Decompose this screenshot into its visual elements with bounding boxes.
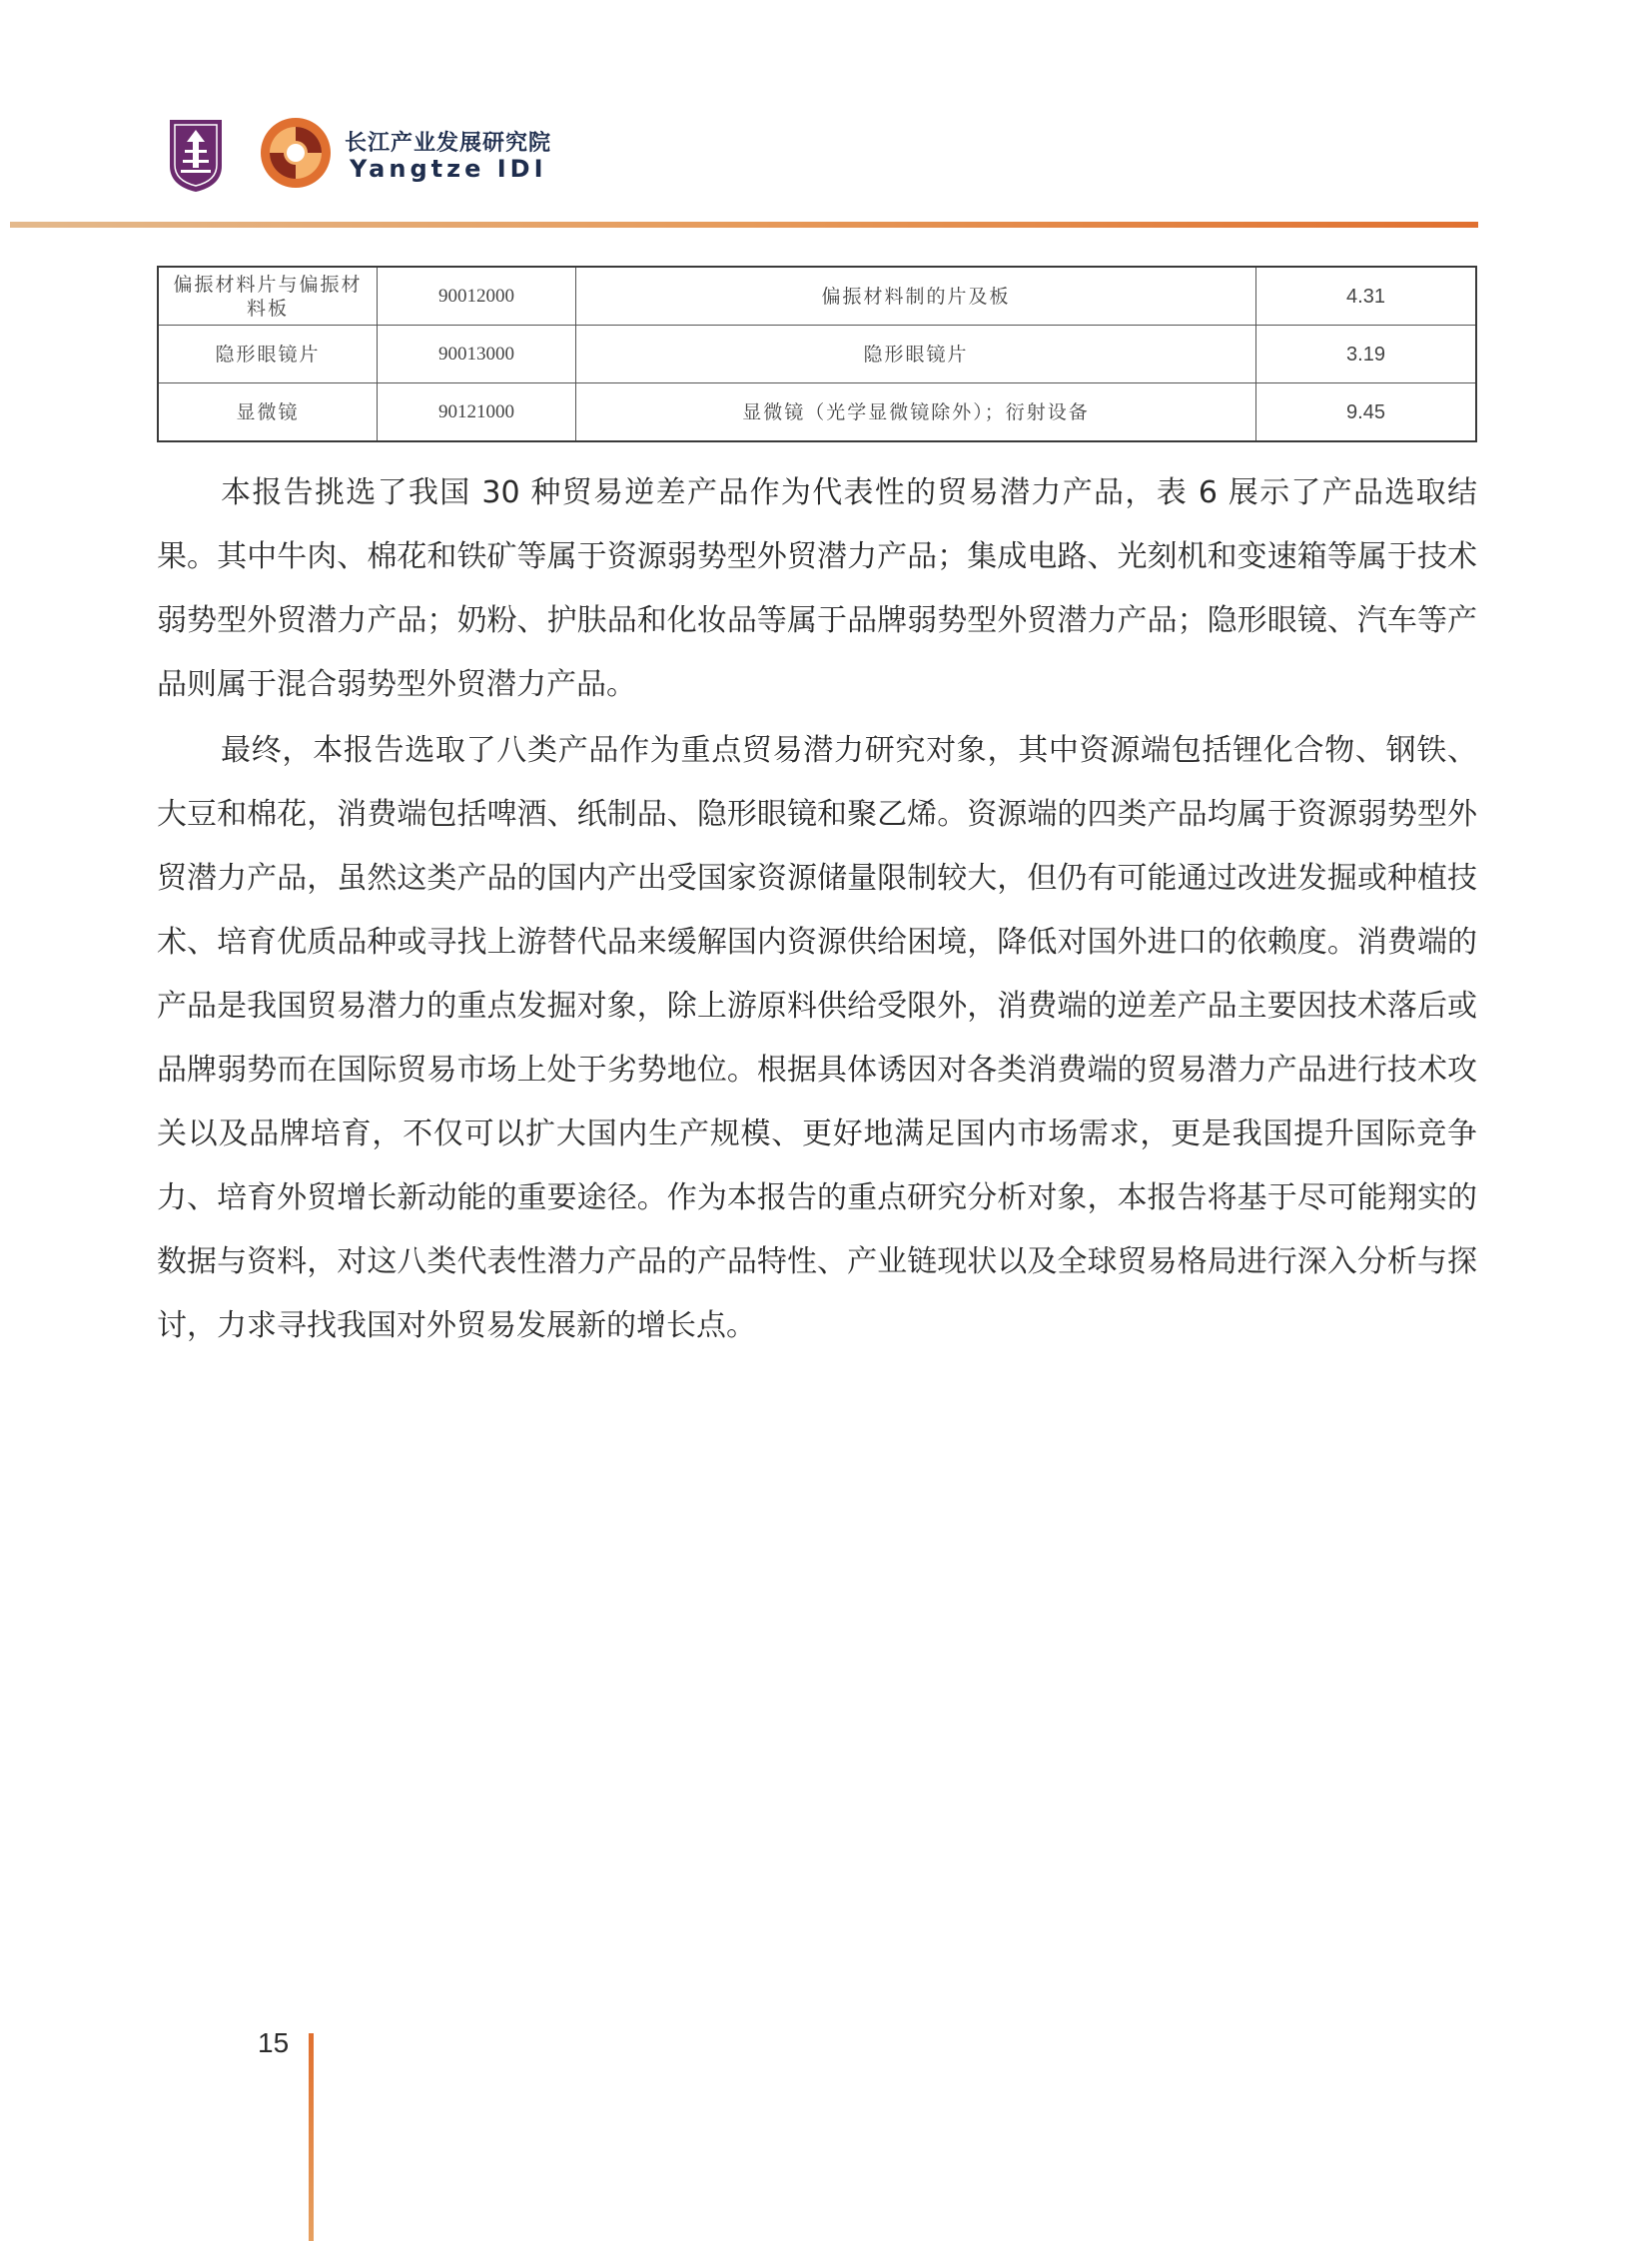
brand-name-english: Yangtze IDI xyxy=(350,155,547,183)
brand-name-chinese: 长江产业发展研究院 xyxy=(345,131,552,156)
footer-accent-bar xyxy=(309,2033,314,2241)
body-text xyxy=(157,461,1477,1360)
paragraph: 本报告挑选了我国 30 种贸易逆差产品作为代表性的贸易潜力产品，表 6 展示了产品选取结果。其中牛肉、棉花和铁矿等属于资源弱势型外贸潜力产品；集成电路、光刻机和变速箱等属于技术弱势型外贸潜力产品；奶粉、护肤品和化妆品等属于品牌弱势型外贸潜力产品；隐形眼镜、汽车等产品则属于混合弱势型外贸潜力产品。 xyxy=(157,475,1477,702)
table-cell-name: 偏振材料片与偏振材料板 xyxy=(158,267,378,326)
table-cell-code: 90121000 xyxy=(378,383,576,442)
nanjing-university-seal-icon xyxy=(166,116,226,194)
table-row xyxy=(158,267,1476,326)
table-row xyxy=(158,383,1476,442)
paragraph: 最终，本报告选取了八类产品作为重点贸易潜力研究对象，其中资源端包括锂化合物、钢铁、大豆和棉花，消费端包括啤酒、纸制品、隐形眼镜和聚乙烯。资源端的四类产品均属于资源弱势型外贸潜力产品，虽然这类产品的国内产出受国家资源储量限制较大，但仍有可能通过改进发掘或种植技术、培育优质品种或寻找上游替代品来缓解国内资源供给困境，降低对国外进口的依赖度。消费端的产品是我国贸易潜力的重点发掘对象，除上游原料供给受限外，消费端的逆差产品主要因技术落后或品牌弱势而在国际贸易市场上处于劣势地位。根据具体诱因对各类消费端的贸易潜力产品进行技术攻关以及品牌培育，不仅可以扩大国内生产规模、更好地满足国内市场需求，更是我国提升国际竞争力、培育外贸增长新动能的重要途径。作为本报告的重点研究分析对象，本报告将基于尽可能翔实的数据与资料，对这八类代表性潜力产品的产品特性、产业链现状以及全球贸易格局进行深入分析与探讨，力求寻找我国对外贸易发展新的增长点。 xyxy=(157,733,1477,1343)
table-cell-description: 隐形眼镜片 xyxy=(576,326,1256,383)
table-cell-name: 隐形眼镜片 xyxy=(158,326,378,383)
table-cell-description: 显微镜（光学显微镜除外）；衍射设备 xyxy=(576,383,1256,442)
table-cell-description: 偏振材料制的片及板 xyxy=(576,267,1256,326)
header-divider xyxy=(10,222,1478,228)
page-number: 15 xyxy=(258,2027,290,2058)
page-header xyxy=(0,0,1652,240)
table-cell-value: 9.45 xyxy=(1256,383,1477,442)
table-cell-code: 90013000 xyxy=(378,326,576,383)
yangtze-idi-logo-icon xyxy=(258,115,334,191)
product-table xyxy=(157,266,1477,442)
table-cell-value: 3.19 xyxy=(1256,326,1477,383)
table-row xyxy=(158,326,1476,383)
table-cell-name: 显微镜 xyxy=(158,383,378,442)
table-cell-code: 90012000 xyxy=(378,267,576,326)
table-cell-value: 4.31 xyxy=(1256,267,1477,326)
